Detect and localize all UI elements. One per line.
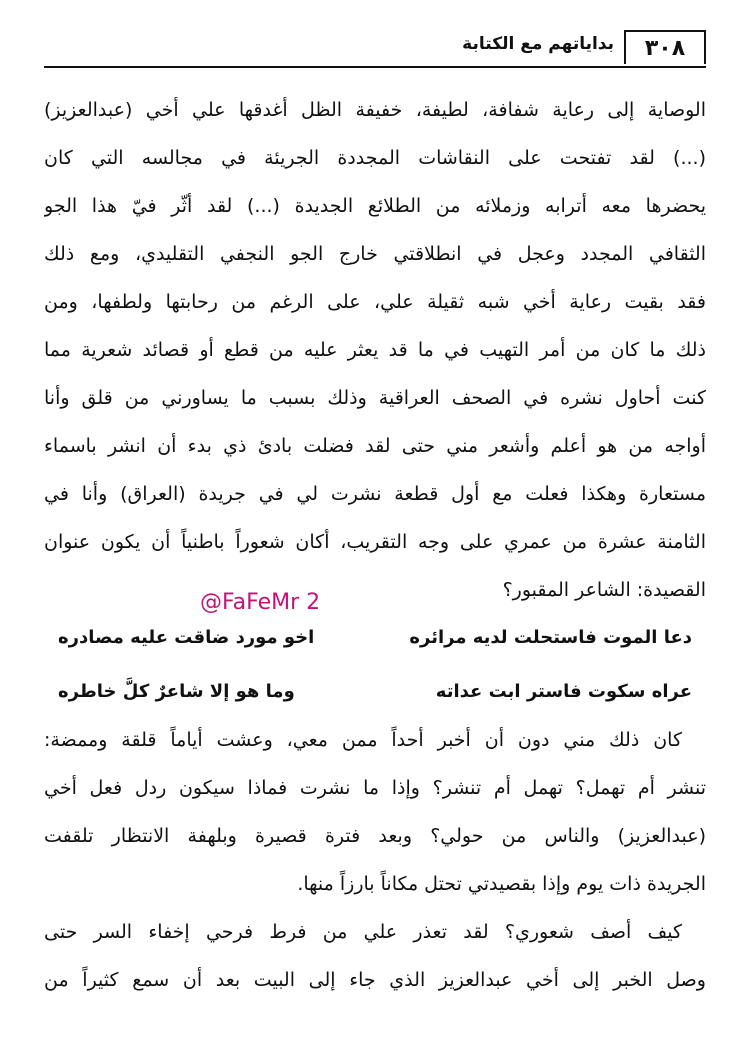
text-line: الثقافي المجدد وعجل في انطلاقتي خارج الجو النجفي التقليدي، ومع ذلك <box>44 243 706 265</box>
verse-first-hemistich: دعا الموت فاستحلت لديه مرائره <box>409 627 692 648</box>
paragraph-1 <box>44 86 706 614</box>
running-head: بداياتهم مع الكتابة <box>462 34 614 54</box>
text-line: يحضرها معه أترابه وزملائه من الطلائع الجديدة (...) لقد أثّر فيّ هذا الجو <box>44 195 706 217</box>
text-line: الوصاية إلى رعاية شفافة، لطيفة، خفيفة الظل أغدقها علي أخي (عبدالعزيز) <box>44 99 706 121</box>
text-line: (...) لقد تفتحت على النقاشات المجددة الجريئة في مجالسه التي كان <box>44 147 706 169</box>
text-line: كنت أحاول نشره في الصحف العراقية وذلك بسبب ما يساورني من قلق وأنا <box>44 387 706 409</box>
text-line: الثامنة عشرة من عمري على وجه التقريب، أكان شعوراً باطنياً أن يكون عنوان <box>44 531 706 553</box>
text-line: تنشر أم تهمل؟ تهمل أم تنشر؟ وإذا ما نشرت فماذا سيكون ردل فعل أخي <box>44 777 706 799</box>
page-header <box>44 22 706 68</box>
text-line: مستعارة وهكذا فعلت مع أول قطعة نشرت لي في جريدة (العراق) وأنا في <box>44 483 706 505</box>
verse-second-hemistich: وما هو إلا شاعرٌ كلَّ خاطره <box>58 681 295 702</box>
verse-first-hemistich: عراه سكوت فاستر ابت عداته <box>435 681 692 702</box>
text-line: الجريدة ذات يوم وإذا بقصيدتي تحتل مكاناً بارزاً منها. <box>297 873 706 895</box>
text-line: ذلك ما كان من أمر التهيب في ما قد يعثر عليه من قطع أو قصائد شعرية مما <box>44 339 706 361</box>
page-number: ٣٠٨ <box>624 30 706 64</box>
poem <box>44 614 706 716</box>
text-line: أواجه من هو أعلم وأشعر مني حتى لقد فضلت بادئ ذي بدء أن انشر باسماء <box>44 435 706 457</box>
verse-2 <box>44 668 706 716</box>
verse-1 <box>44 614 706 662</box>
text-line: كيف أصف شعوري؟ لقد تعذر علي من فرط فرحي إخفاء السر حتى <box>44 921 682 943</box>
text-line: كان ذلك مني دون أن أخبر أحداً ممن معي، وعشت أياماً قلقة وممضة: <box>44 729 682 751</box>
text-line: القصيدة: الشاعر المقبور؟ <box>502 579 706 601</box>
paragraph-2 <box>44 716 706 908</box>
paragraph-3 <box>44 908 706 1004</box>
verse-second-hemistich: اخو مورد ضاقت عليه مصادره <box>58 627 315 648</box>
page-body <box>44 86 706 1004</box>
text-line: وصل الخبر إلى أخي عبدالعزيز الذي جاء إلى البيت بعد أن سمع كثيراً من <box>44 969 706 991</box>
watermark-handle: @FaFeMr 2 <box>200 590 321 615</box>
text-line: فقد بقيت رعاية أخي شبه ثقيلة علي، على الرغم من رحابتها ولطفها، ومن <box>44 291 706 313</box>
text-line: (عبدالعزيز) والناس من حولي؟ وبعد فترة قصيرة وبلهفة الانتظار تلقفت <box>44 825 706 847</box>
